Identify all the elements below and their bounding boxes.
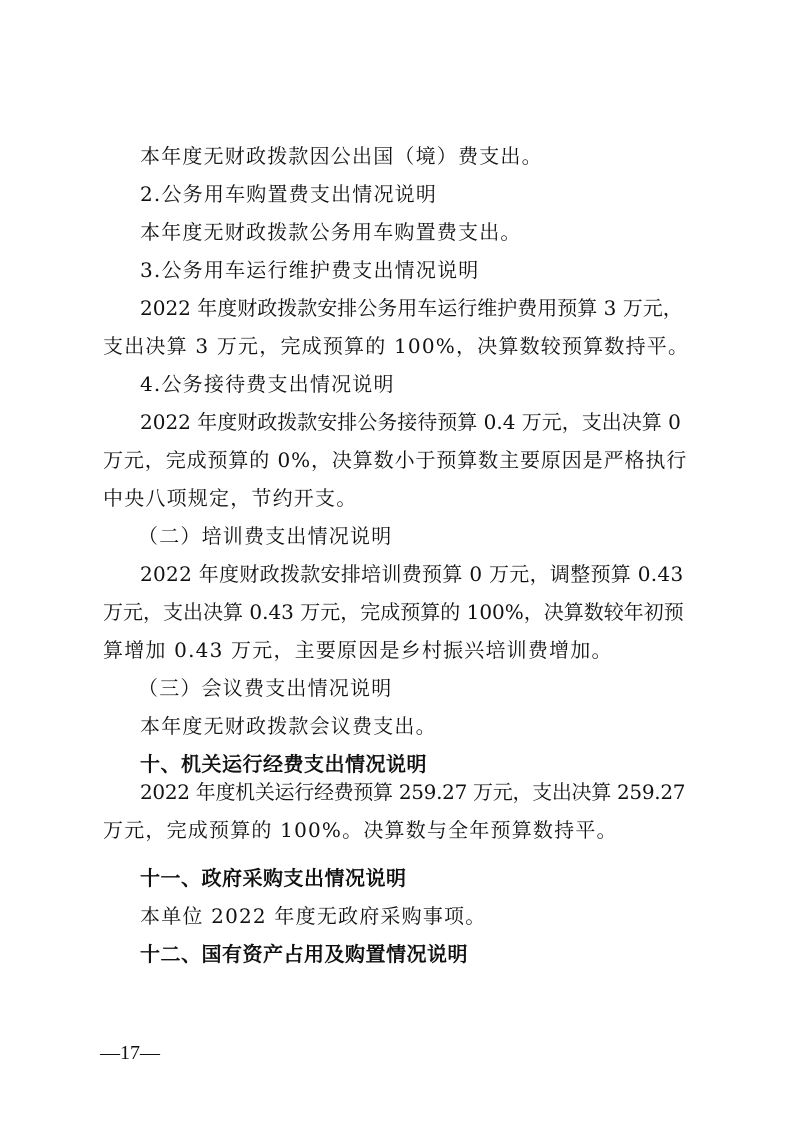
paragraph-line: 算增加 0.43 万元，主要原因是乡村振兴培训费增加。: [103, 638, 613, 662]
page-number: —17—: [100, 1042, 160, 1064]
subsection-heading: 3.公务用车运行维护费支出情况说明: [140, 258, 480, 282]
paragraph-line: 2022 年度机关运行经费预算 259.27 万元，支出决算 259.27: [140, 780, 686, 804]
paragraph-line: 本年度无财政拨款公务用车购置费支出。: [140, 220, 522, 244]
paragraph-line: 万元，支出决算 0.43 万元，完成预算的 100%，决算数较年初预: [103, 600, 684, 624]
subsection-heading: 2.公务用车购置费支出情况说明: [140, 182, 438, 206]
subsection-heading: （三）会议费支出情况说明: [138, 676, 393, 700]
paragraph-line: 支出决算 3 万元，完成预算的 100%，决算数较预算数持平。: [103, 334, 690, 358]
section-heading: 十一、政府采购支出情况说明: [140, 866, 407, 890]
paragraph-line: 万元，完成预算的 0%，决算数小于预算数主要原因是严格执行: [103, 448, 688, 472]
subsection-heading: （二）培训费支出情况说明: [138, 524, 393, 548]
subsection-heading: 4.公务接待费支出情况说明: [140, 372, 395, 396]
paragraph-line: 中央八项规定，节约开支。: [103, 486, 358, 510]
section-heading: 十、机关运行经费支出情况说明: [140, 752, 427, 776]
section-heading: 十二、国有资产占用及购置情况说明: [140, 942, 468, 966]
paragraph-line: 本年度无财政拨款因公出国（境）费支出。: [140, 144, 543, 168]
paragraph-line: 本年度无财政拨款会议费支出。: [140, 714, 437, 738]
paragraph-line: 本单位 2022 年度无政府采购事项。: [140, 904, 487, 928]
paragraph-line: 2022 年度财政拨款安排公务用车运行维护费用预算 3 万元，: [140, 296, 683, 320]
paragraph-line: 2022 年度财政拨款安排培训费预算 0 万元，调整预算 0.43: [140, 562, 684, 586]
paragraph-line: 万元，完成预算的 100%。决算数与全年预算数持平。: [103, 818, 618, 842]
paragraph-line: 2022 年度财政拨款安排公务接待预算 0.4 万元，支出决算 0: [140, 410, 681, 434]
